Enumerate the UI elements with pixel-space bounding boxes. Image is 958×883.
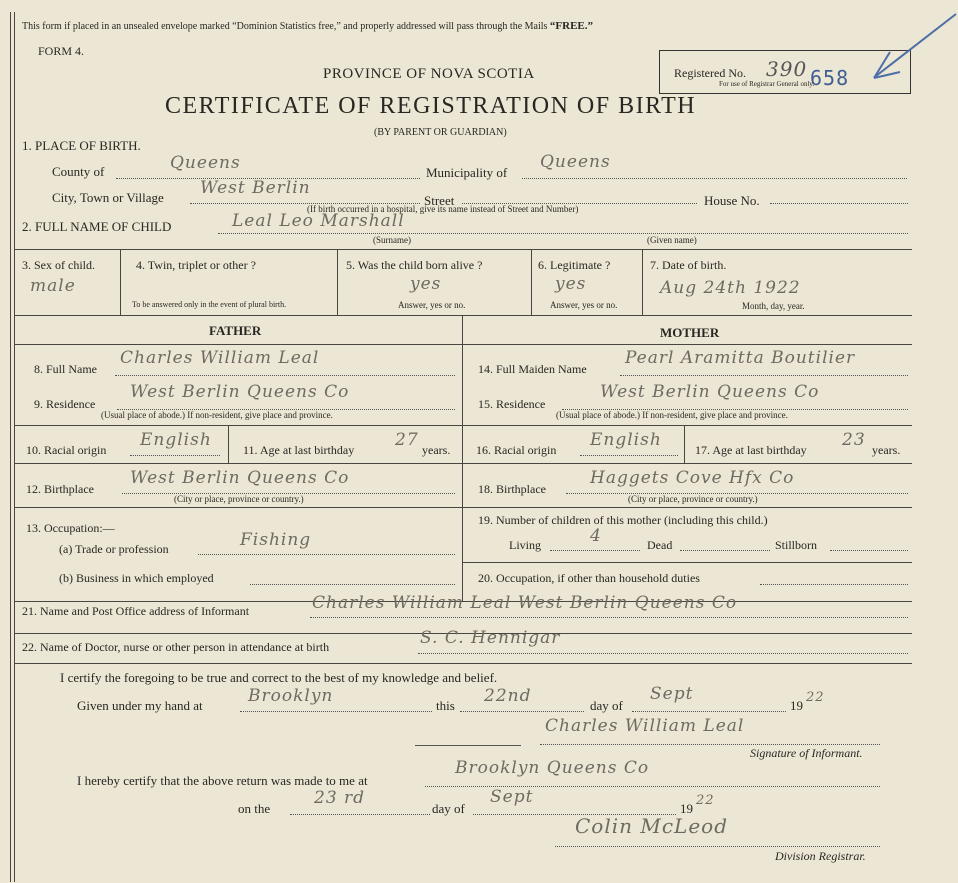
registrar-month-value: Sept — [490, 787, 534, 807]
parent-column-divider — [462, 315, 463, 601]
municipality-line — [522, 178, 907, 179]
row-divider — [462, 463, 912, 464]
business-label: (b) Business in which employed — [59, 571, 214, 585]
stillborn-line — [830, 550, 908, 551]
twin-label: 4. Twin, triplet or other ? — [136, 258, 256, 272]
house-no-line — [770, 203, 908, 204]
registrar-place-value: Brooklyn Queens Co — [455, 758, 650, 778]
living-line — [550, 550, 640, 551]
child-name-label: 2. FULL NAME OF CHILD — [22, 219, 172, 234]
mother-age-value: 23 — [842, 430, 866, 450]
day-of-label: day of — [590, 698, 623, 713]
mother-name-line — [620, 375, 908, 376]
father-name-label: 8. Full Name — [34, 362, 97, 376]
registrar-day-line — [290, 814, 430, 815]
date-of-birth-value: Aug 24th 1922 — [660, 278, 801, 298]
father-years: years. — [422, 443, 451, 457]
mother-occupation-label: 20. Occupation, if other than household duties — [478, 571, 700, 585]
mail-note-text: This form if placed in an unsealed envelope marked “Dominion Statistics free,” and properly addressed will pass through the Mails — [22, 21, 548, 32]
mother-residence-note: (Usual place of abode.) If non-resident, give place and province. — [556, 410, 788, 420]
row-divider — [462, 562, 912, 563]
father-age-label: 11. Age at last birthday — [243, 443, 355, 457]
row-divider — [14, 425, 463, 426]
row-divider — [462, 507, 912, 508]
given-name-note: (Given name) — [647, 235, 697, 245]
occupation-label: 13. Occupation:— — [26, 521, 115, 535]
legitimate-label: 6. Legitimate ? — [538, 258, 611, 272]
father-racial-line — [130, 455, 220, 456]
registered-no-printed: 390 — [766, 57, 808, 81]
street-label: Street — [424, 193, 455, 208]
city-label: City, Town or Village — [52, 190, 164, 205]
given-place-line — [240, 711, 432, 712]
county-label: County of — [52, 164, 105, 179]
mother-racial-line — [580, 455, 678, 456]
signature-line — [540, 744, 880, 745]
informant-signature: Charles William Leal — [545, 716, 745, 736]
children-count-label: 19. Number of children of this mother (including this child.) — [478, 513, 768, 527]
legitimate-value: yes — [555, 274, 587, 294]
mother-heading: MOTHER — [660, 325, 720, 340]
city-value: West Berlin — [200, 178, 311, 198]
alive-value: yes — [410, 274, 442, 294]
stillborn-label: Stillborn — [775, 538, 818, 552]
on-the-label: on the — [238, 801, 271, 816]
mother-birthplace-value: Haggets Cove Hfx Co — [590, 468, 795, 488]
municipality-label: Municipality of — [426, 165, 508, 180]
col-divider — [120, 249, 121, 315]
mother-age-label: 17. Age at last birthday — [695, 443, 807, 457]
father-residence-value: West Berlin Queens Co — [130, 382, 350, 402]
form-number: FORM 4. — [38, 44, 85, 58]
date-of-birth-label: 7. Date of birth. — [650, 258, 727, 272]
mail-free-label: “FREE.” — [549, 20, 594, 32]
business-line — [250, 584, 455, 585]
child-name-line — [218, 233, 908, 234]
informant-line — [310, 617, 908, 618]
registrar-signature-line — [555, 846, 880, 847]
mother-residence-label: 15. Residence — [478, 397, 546, 411]
check-mark-icon — [860, 10, 958, 90]
year-value: 22 — [806, 690, 825, 705]
surname-note: (Surname) — [373, 235, 411, 245]
father-birthplace-value: West Berlin Queens Co — [130, 468, 350, 488]
mother-birthplace-label: 18. Birthplace — [478, 482, 546, 496]
col-divider — [531, 249, 532, 315]
informant-value: Charles William Leal West Berlin Queens Co — [312, 593, 738, 613]
col-divider — [684, 425, 685, 463]
child-name-value: Leal Leo Marshall — [232, 211, 405, 231]
registrar-statement: I hereby certify that the above return was made to me at — [77, 773, 368, 788]
living-label: Living — [509, 538, 541, 552]
father-racial-label: 10. Racial origin — [26, 443, 107, 457]
dead-line — [680, 550, 770, 551]
day-line — [460, 711, 584, 712]
given-place-value: Brooklyn — [248, 686, 334, 706]
row-divider — [14, 463, 463, 464]
col-divider — [228, 425, 229, 463]
mother-name-label: 14. Full Maiden Name — [478, 362, 587, 376]
doctor-line — [418, 653, 908, 654]
row-divider — [14, 315, 912, 316]
registrar-year-prefix: 19 — [680, 801, 693, 816]
doctor-label: 22. Name of Doctor, nurse or other person in attendance at birth — [22, 640, 330, 654]
alive-note: Answer, yes or no. — [398, 300, 466, 310]
trade-value: Fishing — [240, 530, 312, 550]
father-residence-note: (Usual place of abode.) If non-resident, give place and province. — [101, 410, 333, 420]
mother-birthplace-note: (City or place, province or country.) — [628, 494, 758, 504]
left-border — [10, 12, 11, 882]
registrar-day-value: 23 rd — [314, 788, 366, 808]
father-name-value: Charles William Leal — [120, 348, 320, 368]
house-no-label: House No. — [704, 193, 760, 208]
day-value: 22nd — [484, 686, 532, 706]
month-value: Sept — [650, 684, 694, 704]
doctor-value: S. C. Hennigar — [420, 628, 561, 648]
certify-statement: I certify the foregoing to be true and correct to the best of my knowledge and belief. — [60, 670, 498, 685]
twin-note: To be answered only in the event of plural birth. — [132, 300, 287, 309]
given-under-label: Given under my hand at — [77, 698, 203, 713]
col-divider — [642, 249, 643, 315]
mother-occupation-line — [760, 584, 908, 585]
certificate-title: CERTIFICATE OF REGISTRATION OF BIRTH — [165, 93, 697, 119]
county-value: Queens — [170, 153, 241, 173]
certificate-subtitle: (BY PARENT OR GUARDIAN) — [374, 127, 507, 138]
mail-note — [22, 20, 593, 32]
mother-years: years. — [872, 443, 901, 457]
father-name-line — [115, 375, 455, 376]
dead-label: Dead — [647, 538, 673, 552]
hospital-note: (If birth occurred in a hospital, give its name instead of Street and Number) — [307, 204, 579, 214]
living-value: 4 — [590, 526, 602, 546]
row-divider — [14, 344, 912, 345]
place-of-birth-label: 1. PLACE OF BIRTH. — [22, 138, 141, 153]
registrar-year-value: 22 — [696, 793, 715, 808]
signature-label: Signature of Informant. — [750, 746, 863, 760]
mother-racial-label: 16. Racial origin — [476, 443, 557, 457]
father-residence-label: 9. Residence — [34, 397, 96, 411]
registrar-use-note: For use of Registrar General only. — [719, 80, 815, 88]
col-divider — [337, 249, 338, 315]
registered-no-stamp: 658 — [810, 66, 850, 90]
sex-value: male — [30, 276, 76, 296]
date-of-birth-note: Month, day, year. — [742, 301, 805, 311]
mother-name-value: Pearl Aramitta Boutilier — [625, 348, 856, 368]
mother-residence-value: West Berlin Queens Co — [600, 382, 820, 402]
row-divider — [14, 507, 463, 508]
row-divider — [14, 249, 912, 250]
legitimate-note: Answer, yes or no. — [550, 300, 618, 310]
year-prefix: 19 — [790, 698, 803, 713]
father-heading: FATHER — [209, 323, 262, 338]
registrar-signature: Colin McLeod — [575, 814, 729, 838]
alive-label: 5. Was the child born alive ? — [346, 258, 483, 272]
trade-label: (a) Trade or profession — [59, 542, 169, 556]
mother-racial-value: English — [590, 430, 662, 450]
this-label: this — [436, 698, 455, 713]
registered-no-label: Registered No. — [674, 66, 746, 80]
father-birthplace-note: (City or place, province or country.) — [174, 494, 304, 504]
separator-line — [415, 745, 521, 746]
day-of-label-2: day of — [432, 801, 465, 816]
month-line — [632, 711, 786, 712]
father-age-value: 27 — [395, 430, 419, 450]
father-racial-value: English — [140, 430, 212, 450]
trade-line — [198, 554, 455, 555]
row-divider — [14, 663, 912, 664]
province-heading: PROVINCE OF NOVA SCOTIA — [323, 66, 535, 82]
sex-label: 3. Sex of child. — [22, 258, 95, 272]
municipality-value: Queens — [540, 152, 611, 172]
father-birthplace-label: 12. Birthplace — [26, 482, 94, 496]
informant-label: 21. Name and Post Office address of Informant — [22, 604, 250, 618]
division-registrar-label: Division Registrar. — [775, 849, 866, 863]
row-divider — [462, 425, 912, 426]
left-border-inner — [14, 12, 15, 882]
